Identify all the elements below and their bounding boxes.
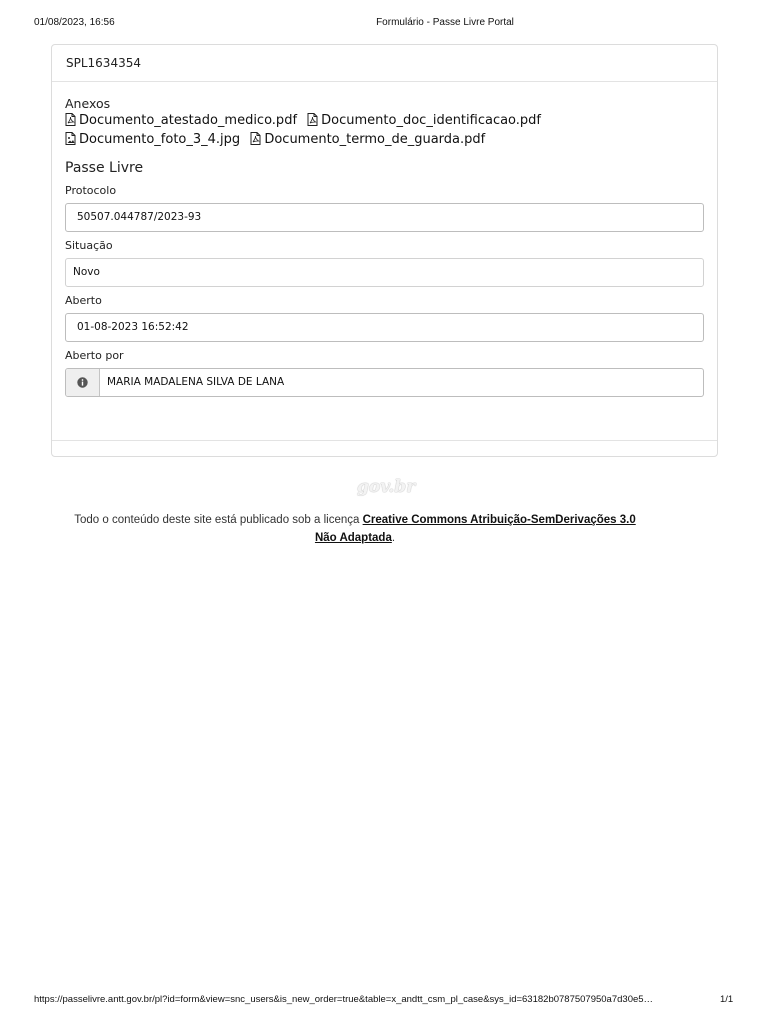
attachment-name: Documento_doc_identificacao.pdf <box>321 113 541 128</box>
print-footer <box>0 994 768 1008</box>
license-prefix: Todo o conteúdo deste site está publicado sob a licença <box>74 514 363 526</box>
print-page-number: 1/1 <box>720 994 734 1005</box>
file-pdf-icon <box>307 113 318 131</box>
situacao-field[interactable] <box>65 258 704 287</box>
attachment-link[interactable] <box>307 112 541 131</box>
license-link[interactable]: Creative Commons Atribuição-SemDerivações 3.0 <box>362 514 636 526</box>
attachment-name: Documento_termo_de_guarda.pdf <box>264 132 486 147</box>
section-title: Passe Livre <box>65 160 144 176</box>
card-body <box>52 82 717 397</box>
case-card <box>51 44 718 457</box>
card-footer <box>52 440 717 441</box>
file-image-icon <box>65 132 76 150</box>
case-id: SPL1634354 <box>66 56 141 70</box>
aberto-label: Aberto <box>65 294 102 307</box>
aberto-value: 01-08-2023 16:52:42 <box>77 321 189 333</box>
situacao-value: Novo <box>73 266 100 278</box>
attachment-link[interactable] <box>65 112 297 131</box>
license-link-continued[interactable]: Não Adaptada <box>314 532 392 544</box>
attachments-title: Anexos <box>65 96 111 111</box>
protocolo-label: Protocolo <box>65 184 117 197</box>
attachment-name: Documento_atestado_medico.pdf <box>79 113 298 128</box>
aberto-field[interactable] <box>65 313 704 342</box>
aberto-por-label: Aberto por <box>65 349 124 362</box>
aberto-por-field[interactable] <box>65 368 704 397</box>
license-text <box>50 511 660 547</box>
file-pdf-icon <box>250 132 261 150</box>
govbr-logo: gov.br <box>357 477 416 497</box>
print-datetime: 01/08/2023, 16:56 <box>34 17 115 28</box>
protocolo-field[interactable] <box>65 203 704 232</box>
info-circle-icon <box>66 369 100 396</box>
print-header <box>0 17 768 31</box>
attachment-link[interactable] <box>65 131 240 150</box>
print-url: https://passelivre.antt.gov.br/pl?id=form&view=snc_users&is_new_order=true&table=x_andtt_csm_pl_case&sys_id=63182b0787507950a7d30e5… <box>34 994 654 1005</box>
aberto-por-value: MARIA MADALENA SILVA DE LANA <box>107 376 285 388</box>
case-id-header <box>52 45 717 82</box>
license-suffix: . <box>391 532 396 544</box>
print-page-title: Formulário - Passe Livre Portal <box>376 17 514 28</box>
protocolo-value: 50507.044787/2023-93 <box>77 211 202 223</box>
attachment-name: Documento_foto_3_4.jpg <box>79 132 241 147</box>
attachment-link[interactable] <box>250 131 485 150</box>
file-pdf-icon <box>65 113 76 131</box>
attachments-list <box>65 112 705 150</box>
situacao-label: Situação <box>65 239 113 252</box>
